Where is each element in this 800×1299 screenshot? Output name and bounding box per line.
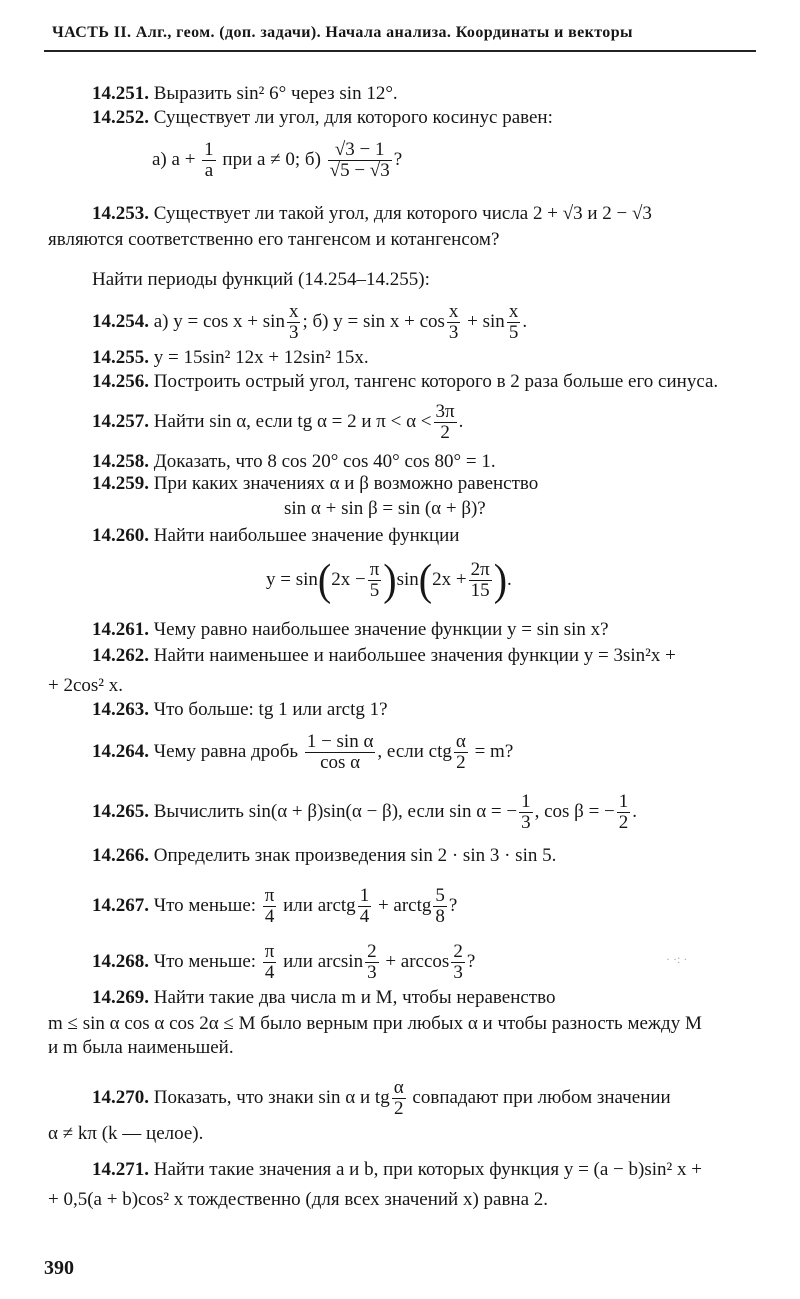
formula-part: 2x + bbox=[432, 568, 467, 590]
numerator: x bbox=[448, 301, 459, 322]
formula-part: , cos β = − bbox=[534, 800, 615, 822]
problem-number: 14.271. bbox=[92, 1159, 149, 1180]
denominator: √5 − √3 bbox=[329, 159, 390, 181]
numerator: 2π bbox=[470, 559, 490, 580]
problem-text: совпадают при любом значении bbox=[407, 1086, 671, 1108]
fraction bbox=[392, 1078, 406, 1119]
problem-265 bbox=[92, 792, 637, 833]
problem-text: Выразить sin² 6° через sin 12°. bbox=[153, 83, 398, 104]
denominator: 2 bbox=[392, 1098, 406, 1119]
fraction bbox=[434, 402, 457, 443]
problem-269-line2: m ≤ sin α cos α cos 2α ≤ M было верным при любых α и чтобы разность между M bbox=[48, 1013, 702, 1034]
numerator: 1 − sin α bbox=[306, 731, 374, 752]
problem-text: Найти sin α, если tg α = 2 и π < α < bbox=[153, 410, 432, 432]
problem-259 bbox=[92, 474, 538, 493]
problem-264 bbox=[92, 732, 513, 773]
fraction bbox=[263, 942, 277, 983]
problem-text: Найти такие два числа m и M, чтобы неравенство bbox=[153, 987, 556, 1008]
section-intro: Найти периоды функций (14.254–14.255): bbox=[92, 269, 430, 290]
problem-257 bbox=[92, 402, 463, 443]
denominator: 15 bbox=[469, 580, 492, 601]
problem-text: Чему равна дробь bbox=[153, 740, 299, 762]
problem-number: 14.259. bbox=[92, 473, 149, 494]
problem-text: При каких значениях α и β возможно равенство bbox=[153, 473, 539, 494]
numerator: 3π bbox=[435, 401, 455, 422]
fraction bbox=[365, 942, 379, 983]
formula-part: или arcsin bbox=[278, 950, 364, 972]
denominator: cos α bbox=[305, 752, 376, 773]
problem-258 bbox=[92, 452, 496, 471]
running-header: ЧАСТЬ II. Алг., геом. (доп. задачи). Начала анализа. Координаты и векторы bbox=[52, 24, 633, 41]
numerator: π bbox=[264, 885, 275, 906]
denominator: 2 bbox=[454, 752, 468, 773]
problem-269-line3: и m была наименьшей. bbox=[48, 1037, 234, 1058]
problem-263 bbox=[92, 700, 388, 719]
problem-number: 14.252. bbox=[92, 107, 149, 128]
numerator: π bbox=[369, 559, 380, 580]
numerator: 1 bbox=[618, 791, 629, 812]
denominator: 3 bbox=[453, 961, 463, 983]
formula-part: а) a + bbox=[152, 148, 196, 170]
numerator: √3 − 1 bbox=[334, 139, 385, 160]
right-paren: ) bbox=[493, 555, 508, 605]
problem-number: 14.253. bbox=[92, 203, 149, 224]
problem-260 bbox=[92, 526, 459, 545]
problem-number: 14.251. bbox=[92, 83, 149, 104]
fraction bbox=[202, 140, 216, 181]
denominator: 4 bbox=[359, 905, 370, 927]
formula-part: . bbox=[522, 310, 528, 332]
numerator: 1 bbox=[521, 791, 531, 812]
formula-part: ; б) y = sin x + cos bbox=[302, 310, 445, 332]
numerator: x bbox=[288, 301, 299, 322]
problem-text: Определить знак произведения sin 2 · sin 3 · sin 5. bbox=[153, 845, 557, 866]
fraction bbox=[507, 302, 521, 343]
problem-text: Найти наименьшее и наибольшее значения функции y = 3sin²x + bbox=[153, 645, 676, 666]
problem-271 bbox=[92, 1160, 702, 1179]
problem-text: Что меньше: bbox=[153, 950, 257, 972]
problem-text: Показать, что знаки sin α и tg bbox=[153, 1086, 390, 1108]
denominator: 3 bbox=[448, 321, 459, 343]
formula-part: 2x − bbox=[331, 568, 366, 590]
problem-text: Существует ли такой угол, для которого числа 2 + √3 и 2 − √3 bbox=[153, 203, 652, 224]
problem-253 bbox=[92, 204, 652, 223]
fraction bbox=[287, 302, 301, 343]
fraction bbox=[263, 886, 277, 927]
problem-text: Построить острый угол, тангенс которого в 2 раза больше его синуса. bbox=[153, 371, 719, 392]
formula-part: ? bbox=[393, 148, 403, 170]
denominator: 3 bbox=[521, 811, 531, 833]
problem-text: Что больше: tg 1 или arctg 1? bbox=[153, 699, 388, 720]
header-rule bbox=[44, 50, 756, 52]
formula-part: + arctg bbox=[373, 894, 432, 916]
problem-number: 14.269. bbox=[92, 987, 149, 1008]
formula-part: или arctg bbox=[278, 894, 356, 916]
problem-number: 14.255. bbox=[92, 347, 149, 368]
fraction bbox=[451, 942, 465, 983]
numerator: 5 bbox=[435, 885, 445, 906]
numerator: α bbox=[393, 1077, 404, 1098]
problem-251 bbox=[92, 84, 398, 103]
problem-number: 14.268. bbox=[92, 950, 149, 972]
problem-252 bbox=[92, 108, 553, 127]
problem-259-equation: sin α + sin β = sin (α + β)? bbox=[284, 498, 486, 519]
problem-text: Доказать, что 8 cos 20° cos 40° cos 80° = 1. bbox=[153, 451, 496, 472]
fraction bbox=[368, 560, 382, 601]
problem-text: Существует ли угол, для которого косинус равен: bbox=[153, 107, 553, 128]
fraction bbox=[328, 140, 392, 181]
formula-part: . bbox=[458, 410, 464, 432]
fraction bbox=[617, 792, 631, 833]
problem-255 bbox=[92, 348, 369, 367]
problem-260-formula bbox=[266, 555, 512, 605]
formula-part: а) y = cos x + sin bbox=[153, 310, 285, 332]
problem-270-line2: α ≠ kπ (k — целое). bbox=[48, 1123, 204, 1144]
numerator: 1 bbox=[204, 139, 214, 160]
fraction bbox=[358, 886, 372, 927]
formula-part: ? bbox=[466, 950, 476, 972]
left-paren: ( bbox=[418, 555, 433, 605]
problem-262 bbox=[92, 646, 676, 665]
problem-262-line2: + 2cos² x. bbox=[48, 675, 123, 696]
denominator: 4 bbox=[263, 962, 277, 983]
formula-part: + sin bbox=[462, 310, 505, 332]
fraction bbox=[447, 302, 461, 343]
numerator: 2 bbox=[453, 941, 463, 962]
problem-266 bbox=[92, 846, 556, 865]
fraction bbox=[519, 792, 533, 833]
fraction bbox=[305, 732, 376, 773]
page-number: 390 bbox=[44, 1257, 74, 1279]
numerator: 1 bbox=[359, 885, 370, 906]
denominator: 3 bbox=[367, 961, 377, 983]
fraction bbox=[469, 560, 492, 601]
scan-speck: · ·: · bbox=[666, 952, 688, 966]
formula-part: = m? bbox=[469, 740, 514, 762]
problem-252-formula bbox=[152, 140, 402, 181]
numerator: 2 bbox=[367, 941, 377, 962]
problem-number: 14.260. bbox=[92, 525, 149, 546]
fraction bbox=[454, 732, 468, 773]
denominator: 2 bbox=[434, 422, 457, 443]
problem-number: 14.266. bbox=[92, 845, 149, 866]
problem-text: Чему равно наибольшее значение функции y = sin sin x? bbox=[153, 619, 609, 640]
problem-text: y = 15sin² 12x + 12sin² 15x. bbox=[153, 347, 369, 368]
problem-number: 14.265. bbox=[92, 800, 149, 822]
numerator: x bbox=[508, 301, 519, 322]
problem-268 bbox=[92, 942, 475, 983]
problem-number: 14.258. bbox=[92, 451, 149, 472]
denominator: 5 bbox=[368, 580, 382, 601]
denominator: 8 bbox=[435, 905, 445, 927]
problem-253-line2: являются соответственно его тангенсом и котангенсом? bbox=[48, 229, 500, 250]
denominator: a bbox=[202, 160, 216, 181]
problem-256 bbox=[92, 372, 718, 391]
problem-270 bbox=[92, 1078, 671, 1119]
denominator: 3 bbox=[288, 321, 299, 343]
denominator: 2 bbox=[618, 811, 629, 833]
problem-number: 14.256. bbox=[92, 371, 149, 392]
formula-part: . bbox=[632, 800, 638, 822]
denominator: 4 bbox=[263, 906, 277, 927]
problem-269 bbox=[92, 988, 555, 1007]
problem-254 bbox=[92, 302, 527, 343]
formula-part: , если ctg bbox=[377, 740, 452, 762]
fraction bbox=[433, 886, 447, 927]
problem-271-line2: + 0,5(a + b)cos² x тождественно (для всех значений x) равна 2. bbox=[48, 1189, 549, 1210]
formula-part: y = sin bbox=[266, 568, 318, 590]
problem-text: Вычислить sin(α + β)sin(α − β), если sin α = − bbox=[153, 800, 518, 822]
problem-number: 14.263. bbox=[92, 699, 149, 720]
formula-part: + arccos bbox=[380, 950, 450, 972]
formula-part: при a ≠ 0; б) bbox=[222, 148, 321, 170]
numerator: α bbox=[455, 731, 466, 752]
problem-number: 14.264. bbox=[92, 740, 149, 762]
problem-number: 14.254. bbox=[92, 310, 149, 332]
problem-number: 14.262. bbox=[92, 645, 149, 666]
problem-text: Что меньше: bbox=[153, 894, 257, 916]
problem-number: 14.267. bbox=[92, 894, 149, 916]
problem-text: Найти такие значения a и b, при которых функция y = (a − b)sin² x + bbox=[153, 1159, 702, 1180]
right-paren: ) bbox=[383, 555, 397, 605]
denominator: 5 bbox=[508, 321, 519, 343]
formula-part: sin bbox=[396, 568, 419, 590]
problem-number: 14.257. bbox=[92, 410, 149, 432]
problem-261 bbox=[92, 620, 609, 639]
numerator: π bbox=[264, 941, 275, 962]
problem-number: 14.270. bbox=[92, 1086, 149, 1108]
problem-text: Найти наибольшее значение функции bbox=[153, 525, 460, 546]
problem-number: 14.261. bbox=[92, 619, 149, 640]
left-paren: ( bbox=[317, 555, 332, 605]
formula-part: ? bbox=[448, 894, 458, 916]
problem-267 bbox=[92, 886, 457, 927]
formula-part: . bbox=[507, 568, 512, 590]
